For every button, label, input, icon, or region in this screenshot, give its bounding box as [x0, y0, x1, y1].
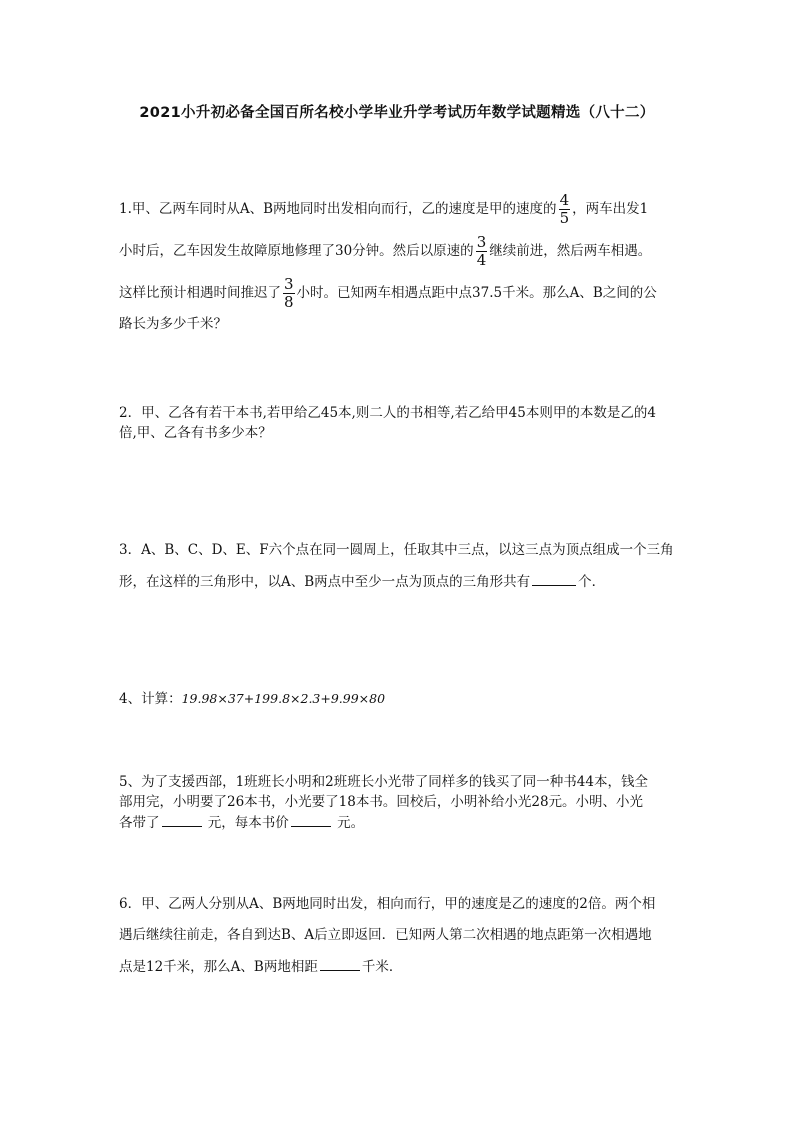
q5-line-1: 5、为了支援西部，1班班长小明和2班班长小光带了同样多的钱买了同一种书44本，钱全 [119, 774, 648, 790]
q1-line-4: 路长为多少千米？ [119, 316, 227, 332]
fraction-numerator: 3 [284, 275, 294, 293]
q3-line-2 [119, 571, 605, 592]
q1-text: 小时后，乙车因发生故障原地修理了30分钟。然后以原速的 [119, 243, 474, 259]
q3-text: 个． [578, 574, 606, 590]
q2-line-1: 2．甲、乙各有若干本书,若甲给乙45本,则二人的书相等,若乙给甲45本则甲的本数是乙的4 [119, 405, 656, 421]
q5-line-3 [119, 812, 364, 833]
fraction-numerator: 4 [559, 191, 570, 209]
q5-line-2: 部用完，小明要了26本书，小光要了18本书。回校后，小明补给小光28元。小明、小光 [119, 794, 644, 810]
q3-text: 形，在这样的三角形中，以A、B两点中至少一点为顶点的三角形共有 [119, 574, 531, 590]
q6-line-2: 遇后继续往前走，各自到达B、A后立即返回．已知两人第二次相遇的地点距第一次相遇地 [119, 927, 652, 943]
q6-text: 千米． [361, 959, 403, 975]
q1-line-1 [119, 192, 648, 227]
fraction-denominator: 8 [284, 293, 294, 311]
answer-blank[interactable] [320, 956, 360, 971]
q4-line [119, 689, 385, 709]
fraction-4-5 [559, 192, 571, 227]
q1-text: 继续前进，然后两车相遇。 [489, 243, 652, 259]
q1-line-3 [119, 276, 657, 311]
answer-blank[interactable] [162, 812, 202, 827]
fraction-3-4 [476, 234, 488, 269]
q5-text: 元，每本书价 [203, 815, 289, 831]
q4-expression: 19.98×37+199.8×2.3+9.99×80 [181, 691, 386, 706]
q6-text: 点是12千米，那么A、B两地相距 [119, 959, 318, 975]
q1-text: ，两车出发1 [572, 201, 649, 217]
fraction-denominator: 5 [559, 209, 570, 227]
answer-blank[interactable] [532, 571, 576, 586]
q1-text: 小时。已知两车相遇点距中点37.5千米。那么A、B之间的公 [296, 285, 657, 301]
fraction-denominator: 4 [476, 251, 487, 269]
page-title: 2021小升初必备全国百所名校小学毕业升学考试历年数学试题精选（八十二） [139, 105, 655, 121]
q5-text: 元。 [332, 815, 365, 831]
q5-text: 各带了 [119, 815, 160, 831]
q1-text: 这样比预计相遇时间推迟了 [119, 285, 281, 301]
fraction-3-8 [283, 276, 295, 311]
q4-label: 4、计算： [119, 691, 182, 707]
q6-line-3 [119, 956, 402, 977]
q1-line-2 [119, 234, 651, 269]
fraction-numerator: 3 [476, 233, 487, 251]
answer-blank[interactable] [291, 812, 331, 827]
q2-line-2: 倍,甲、乙各有书多少本？ [119, 425, 272, 441]
q1-text: 1.甲、乙两车同时从A、B两地同时出发相向而行，乙的速度是甲的速度的 [119, 201, 557, 217]
q3-line-1: 3．A、B、C、D、E、F六个点在同一圆周上，任取其中三点，以这三点为顶点组成一个三角 [119, 542, 674, 558]
q6-line-1: 6．甲、乙两人分别从A、B两地同时出发，相向而行，甲的速度是乙的速度的2倍。两个相 [119, 896, 656, 912]
